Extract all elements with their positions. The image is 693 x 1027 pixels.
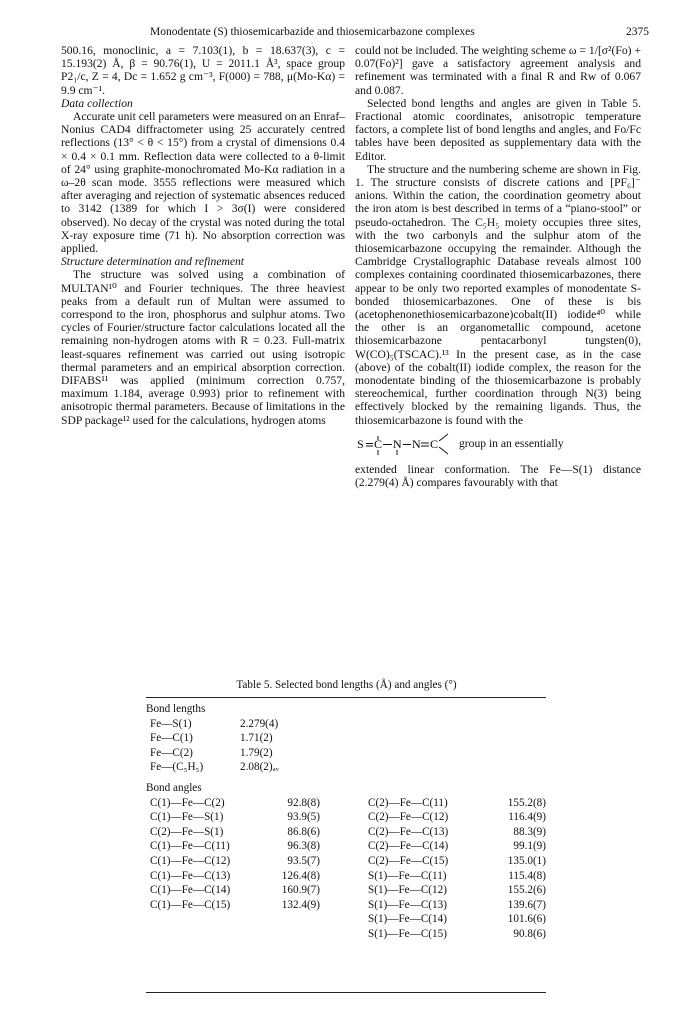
table-bottom-rule: [146, 992, 546, 993]
table-row: [146, 825, 346, 840]
table-row: [146, 869, 346, 884]
bond-label: S(1)—Fe—C(11): [368, 869, 447, 882]
bond-value: 96.3(8): [287, 840, 320, 853]
table-row: [346, 839, 546, 854]
bond-value: 2.279(4): [240, 717, 279, 730]
table-row: [146, 810, 346, 825]
bond-label: Fe—C(1): [150, 732, 193, 745]
bond-value: 86.8(6): [287, 825, 320, 838]
table-row: [146, 839, 346, 854]
table-row: [146, 883, 346, 898]
table-row: [146, 717, 546, 732]
bond-value: 155.2(8): [507, 796, 546, 809]
crystal-data-paragraph: 500.16, monoclinic, a = 7.103(1), b = 18.637(3), c = 15.193(2) Å, β = 90.76(1), U = 2011.1 Å³, space group P2₁/c, Z = 4, Dc = 1.652 g cm⁻³, F(000) = 788, μ(Mo-Kα) = 9.9 cm⁻¹.: [61, 44, 345, 97]
bond-value: 2.08(2)ₐᵥ: [240, 761, 279, 774]
table-row: [346, 898, 546, 913]
heading-data-collection: Data collection: [61, 96, 133, 110]
group-atom-c1: C: [374, 436, 383, 451]
table-row: [346, 869, 546, 884]
group-atom-n1: N: [393, 436, 402, 451]
data-collection-paragraph: Accurate unit cell parameters were measured on an Enraf–Nonius CAD4 diffractometer using 25 accurately centred reflections (13° < θ < 15°) from a crystal of dimensions 0.4 × 0.4 × 0.1 mm. Reflection data were collected to a θ-limit of 24° using graphite-monochromated Mo-Kα radiation in a ω–2θ scan mode. 3555 reflections were measured which after averaging and rejection of systematic absences reduced to 3142 (1389 for which I > 3σ(I) were considered observed). No decay of the crystal was noted during the total X-ray exposure time (71 h). No absorption correction was applied.: [61, 110, 345, 256]
table-row: [146, 796, 346, 811]
left-column: [61, 44, 345, 427]
bond-value: 132.4(9): [281, 898, 320, 911]
table-top-rule: [146, 697, 546, 698]
table-row: [346, 927, 546, 942]
bond-label: C(1)—Fe—C(15): [150, 898, 231, 911]
table-row: [346, 810, 546, 825]
fe-s-distance-paragraph: extended linear conformation. The Fe—S(1) distance (2.279(4) Å) compares favourably with that: [355, 462, 641, 490]
bond-label: C(1)—Fe—C(11): [150, 840, 230, 853]
page-number: 2375: [626, 26, 649, 38]
bond-value: 115.4(8): [508, 869, 546, 882]
bond-label: C(1)—Fe—C(12): [150, 854, 231, 867]
bond-value: 93.5(7): [287, 854, 320, 867]
structure-description-paragraph: The structure and the numbering scheme are shown in Fig. 1. The structure consists of discrete cations and [PF₆]⁻ anions. Within the cation, the coordination geometry about the iron atom is best described in terms of a “piano-stool” or pseudo-octahedron. The C₅H₅ moiety occupies three sites, with the two carbonyls and the sulphur atom of the thiosemicarbazone occupying the remainder. Although the Cambridge Crystallographic Database reveals almost 100 complexes containing coordinated thiosemicarbazones, there appear to be only two reported examples of monodentate S-bonded thiosemicarbazones. One of these is bis (acetophenonethiosemicarbazone)cobalt(II) iodide⁴⁰ while the other is an organometallic compound, acetone thiosemicarbazone pentacarbonyl tungsten(0), W(CO)₅(TSCAC).¹³ In the present case, as in the case (above) of the cobalt(II) iodide complex, the reason for the monodentate binding of the thiosemicarbazone is probably stereochemical, further coordination through N(3) being effectively blocked by the remaining ligands. Thus, the thiosemicarbazone is found with the: [355, 162, 641, 427]
bond-label: Fe—S(1): [150, 717, 192, 730]
bond-label: S(1)—Fe—C(14): [368, 913, 447, 926]
bond-value: 101.6(6): [507, 913, 546, 926]
bond-value: 155.2(6): [507, 884, 546, 897]
bond-value: 99.1(9): [513, 840, 546, 853]
bond-value: 160.9(7): [281, 884, 320, 897]
table-row: [346, 796, 546, 811]
bond-label: Fe—C(2): [150, 746, 193, 759]
group-atom-n2: N: [412, 436, 421, 451]
bond-label: S(1)—Fe—C(13): [368, 898, 447, 911]
bond-label: C(2)—Fe—C(11): [368, 796, 448, 809]
bond-label: C(2)—Fe—C(14): [368, 840, 449, 853]
bond-label: C(1)—Fe—C(13): [150, 869, 231, 882]
bond-label: C(2)—Fe—C(15): [368, 854, 449, 867]
bond-label: C(1)—Fe—C(14): [150, 884, 231, 897]
bond-value: 88.3(9): [513, 825, 546, 838]
bond-angles-left-column: [146, 796, 346, 942]
bond-angles-grid: [146, 796, 546, 942]
bond-value: 126.4(8): [281, 869, 320, 882]
running-title: Monodentate (S) thiosemicarbazide and thiosemicarbazone complexes: [150, 26, 475, 38]
bond-lengths-list: [146, 717, 546, 775]
right-column: [355, 44, 641, 489]
bond-label: S(1)—Fe—C(15): [368, 927, 447, 940]
table-row: [146, 731, 546, 746]
bond-lengths-title: Bond lengths: [146, 703, 206, 715]
table-reference-paragraph: Selected bond lengths and angles are given in Table 5. Fractional atomic coordinates, anisotropic temperature factors, a complete list of bond lengths and angles, and Fo/Fc tables have been deposited as supplementary data with the Editor.: [355, 96, 641, 163]
bond-value: 90.8(6): [513, 927, 546, 940]
bond-label: C(2)—Fe—C(12): [368, 811, 449, 824]
thiosemicarbazone-group-diagram: [355, 429, 451, 459]
chemical-group-line: [355, 429, 641, 459]
bond-label: C(1)—Fe—S(1): [150, 811, 224, 824]
bond-angles-right-column: [346, 796, 546, 942]
weighting-paragraph: could not be included. The weighting scheme ω = 1/[σ²(Fo) + 0.07(Fo)²] gave a satisfactory agreement analysis and refinement was terminated with a final R and Rw of 0.067 and 0.087.: [355, 44, 641, 97]
page-header: [0, 26, 693, 46]
bond-value: 116.4(9): [508, 811, 546, 824]
bond-value: 1.71(2): [240, 732, 273, 745]
bond-value: 135.0(1): [507, 854, 546, 867]
bond-label: Fe—(C₅H₅): [150, 761, 204, 774]
bond-value: 93.9(5): [287, 811, 320, 824]
group-text: group in an essentially: [459, 437, 564, 451]
bond-label: C(2)—Fe—C(13): [368, 825, 449, 838]
table-caption: Table 5. Selected bond lengths (Å) and angles (°): [236, 679, 457, 691]
bond-value: 139.6(7): [507, 898, 546, 911]
table-row: [146, 854, 346, 869]
table-row: [146, 746, 546, 761]
structure-paragraph: The structure was solved using a combination of MULTAN¹⁰ and Fourier techniques. The three heaviest peaks from a default run of Multan were assumed to correspond to the iron, phosphorus and sulphur atoms. Two cycles of Fourier/structure factor calculations located all the remaining non-hydrogen atoms with R = 0.23. Full-matrix least-squares refinement was carried out using isotropic thermal parameters and an empirical absorption correction. DIFABS¹¹ was applied (minimum correction 0.757, maximum 1.184, average 0.993) prior to refinement with anisotropic thermal parameters. Because of limitations in the SDP package¹² used for the calculations, hydrogen atoms: [61, 268, 345, 427]
bond-table: [146, 702, 546, 942]
group-atom-s: S: [357, 436, 364, 451]
bond-value: 1.79(2): [240, 746, 273, 759]
bond-label: S(1)—Fe—C(12): [368, 884, 447, 897]
group-atom-c2: C: [430, 436, 439, 451]
bond-label: C(2)—Fe—S(1): [150, 825, 224, 838]
bond-angles-title: Bond angles: [146, 781, 202, 794]
table-row: [146, 898, 346, 913]
table-row: [346, 883, 546, 898]
table-row: [346, 825, 546, 840]
bond-value: 92.8(8): [287, 796, 320, 809]
table-row: [346, 854, 546, 869]
table-row: [146, 760, 546, 775]
table-row: [346, 912, 546, 927]
bond-label: C(1)—Fe—C(2): [150, 796, 225, 809]
heading-structure-determination: Structure determination and refinement: [61, 255, 244, 269]
